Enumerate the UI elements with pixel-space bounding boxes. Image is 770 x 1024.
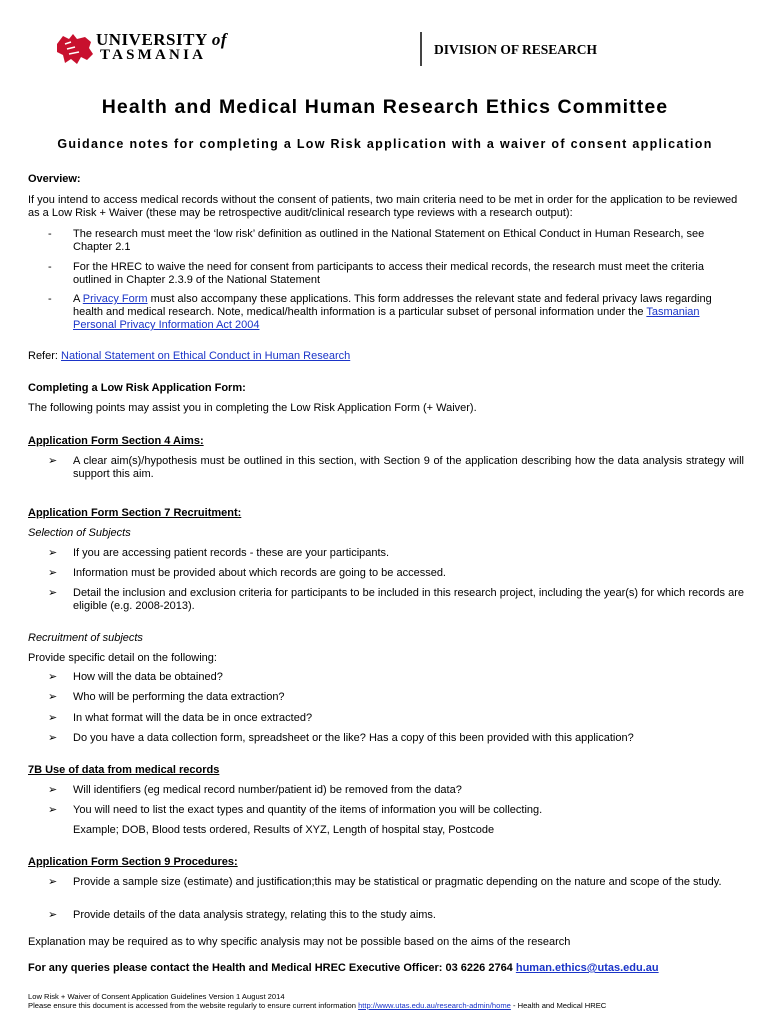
recruitment-question-4 [48, 732, 744, 745]
dash-marker: - [48, 228, 52, 240]
section7-item-2 [48, 567, 744, 580]
header-divider [420, 32, 422, 66]
completing-text: The following points may assist you in completing the Low Risk Application Form (+ Waiver). [28, 402, 477, 414]
arrow-bullet-icon: ➢ [48, 804, 58, 816]
privacy-act-link[interactable]: Tasmanian Personal Privacy Information Act 2004 [73, 306, 700, 331]
division-name: DIVISION OF RESEARCH [434, 42, 598, 57]
section9-item-1 [48, 876, 744, 889]
dash-marker: - [48, 261, 52, 273]
recruitment-question-1 [48, 671, 744, 684]
section7b-item-2 [48, 804, 744, 817]
section9-heading: Application Form Section 9 Procedures: [28, 856, 238, 868]
overview-bullet-3 [48, 293, 744, 332]
research-admin-link[interactable]: http://www.utas.edu.au/research-admin/home [358, 1001, 511, 1010]
overview-bullet-2 [48, 261, 744, 287]
section7b-example [48, 824, 744, 837]
bullet-text: If you are accessing patient records - these are your participants. [73, 547, 390, 559]
arrow-bullet-icon: ➢ [48, 547, 58, 559]
bullet-text: Provide details of the data analysis strategy, relating this to the study aims. [73, 909, 436, 921]
section7b-heading: 7B Use of data from medical records [28, 764, 220, 776]
university-name-line1: UNIVERSITY of [96, 30, 228, 49]
section7-heading: Application Form Section 7 Recruitment: [28, 507, 242, 519]
national-statement-link[interactable]: National Statement on Ethical Conduct in Human Research [61, 350, 351, 362]
privacy-form-link[interactable]: Privacy Form [82, 293, 148, 305]
arrow-bullet-icon: ➢ [48, 587, 58, 599]
university-logo [54, 30, 96, 68]
section7b-item-1 [48, 784, 744, 797]
bullet-text: Do you have a data collection form, spreadsheet or the like? Has a copy of this been provided with this application? [73, 732, 634, 744]
explanation-text: Explanation may be required as to why specific analysis may not be possible based on the aims of the research [28, 936, 571, 948]
footer-version: Low Risk + Waiver of Consent Application Guidelines Version 1 August 2014 [28, 992, 285, 1001]
bullet-text: Will identifiers (eg medical record number/patient id) be removed from the data? [73, 784, 462, 796]
section9-item-2 [48, 909, 744, 922]
selection-subheading: Selection of Subjects [28, 527, 131, 539]
bullet-text: Who will be performing the data extraction? [73, 691, 285, 703]
recruitment-question-2 [48, 691, 744, 704]
bullet-text: You will need to list the exact types and quantity of the items of information you will be collecting. [73, 804, 543, 816]
arrow-bullet-icon: ➢ [48, 691, 58, 703]
arrow-bullet-icon: ➢ [48, 455, 58, 467]
arrow-bullet-icon: ➢ [48, 909, 58, 921]
recruitment-text: Provide specific detail on the following: [28, 652, 217, 664]
arrow-bullet-icon: ➢ [48, 876, 58, 888]
page-subtitle: Guidance notes for completing a Low Risk application with a waiver of consent application [57, 137, 713, 151]
bullet-text: Provide a sample size (estimate) and justification;this may be statistical or pragmatic depending on the nature and scope of the study. [73, 876, 722, 888]
footer-notice: Please ensure this document is accessed from the website regularly to ensure current information http://www.utas.edu.au/research-admin/home - Health and Medical HREC [28, 1001, 607, 1010]
arrow-bullet-icon: ➢ [48, 567, 58, 579]
page-title: Health and Medical Human Research Ethics Committee [101, 96, 669, 118]
bullet-text: How will the data be obtained? [73, 671, 223, 683]
tasmanian-tiger-emblem-icon [57, 34, 93, 64]
section7-item-3 [48, 587, 744, 613]
dash-marker: - [48, 293, 52, 305]
bullet-text: Information must be provided about which records are going to be accessed. [73, 567, 446, 579]
contact-email-link[interactable]: human.ethics@utas.edu.au [515, 962, 659, 974]
section7-item-1 [48, 547, 744, 560]
bullet-text: A Privacy Form must also accompany these applications. This form addresses the relevant state and federal privacy laws regarding health and medical research. Note, medical/health information is a particular subset of personal information under the Tasmanian Personal Privacy Information Act 2004 [73, 293, 712, 331]
section4-heading: Application Form Section 4 Aims: [28, 435, 204, 447]
university-name-line2: TASMANIA [100, 47, 207, 63]
bullet-text: The research must meet the ‘low risk’ definition as outlined in the National Statement on Ethical Conduct in Human Research, see Chapter 2.1 [73, 228, 705, 253]
recruitment-question-3 [48, 712, 744, 725]
overview-heading: Overview: [28, 173, 81, 185]
arrow-bullet-icon: ➢ [48, 671, 58, 683]
arrow-bullet-icon: ➢ [48, 784, 58, 796]
bullet-text: For the HREC to waive the need for consent from participants to access their medical records, the research must meet the criteria outlined in Chapter 2.3.9 of the National Statement [73, 261, 704, 286]
contact-line: For any queries please contact the Health and Medical HREC Executive Officer: 03 6226 2764 human.ethics@utas.edu.au [28, 962, 659, 974]
overview-intro: If you intend to access medical records without the consent of patients, two main criteria need to be met in order for the application to be reviewed as a Low Risk + Waiver (these may be retrospective audit/clinical research type reviews with a research output): [28, 194, 738, 219]
bullet-text: A clear aim(s)/hypothesis must be outlined in this section, with Section 9 of the application describing how the data analysis strategy will support this aim. [73, 455, 744, 480]
arrow-bullet-icon: ➢ [48, 712, 58, 724]
bullet-text: Detail the inclusion and exclusion criteria for participants to be included in this research project, including the year(s) for which records are eligible (e.g. 2008-2013). [73, 587, 744, 612]
arrow-bullet-icon: ➢ [48, 732, 58, 744]
section4-item [48, 455, 744, 481]
recruitment-subheading: Recruitment of subjects [28, 632, 143, 644]
completing-heading: Completing a Low Risk Application Form: [28, 382, 246, 394]
refer-line: Refer: National Statement on Ethical Conduct in Human Research [28, 350, 351, 362]
example-text: Example; DOB, Blood tests ordered, Results of XYZ, Length of hospital stay, Postcode [73, 824, 495, 836]
overview-bullet-1 [48, 228, 744, 254]
bullet-text: In what format will the data be in once extracted? [73, 712, 313, 724]
